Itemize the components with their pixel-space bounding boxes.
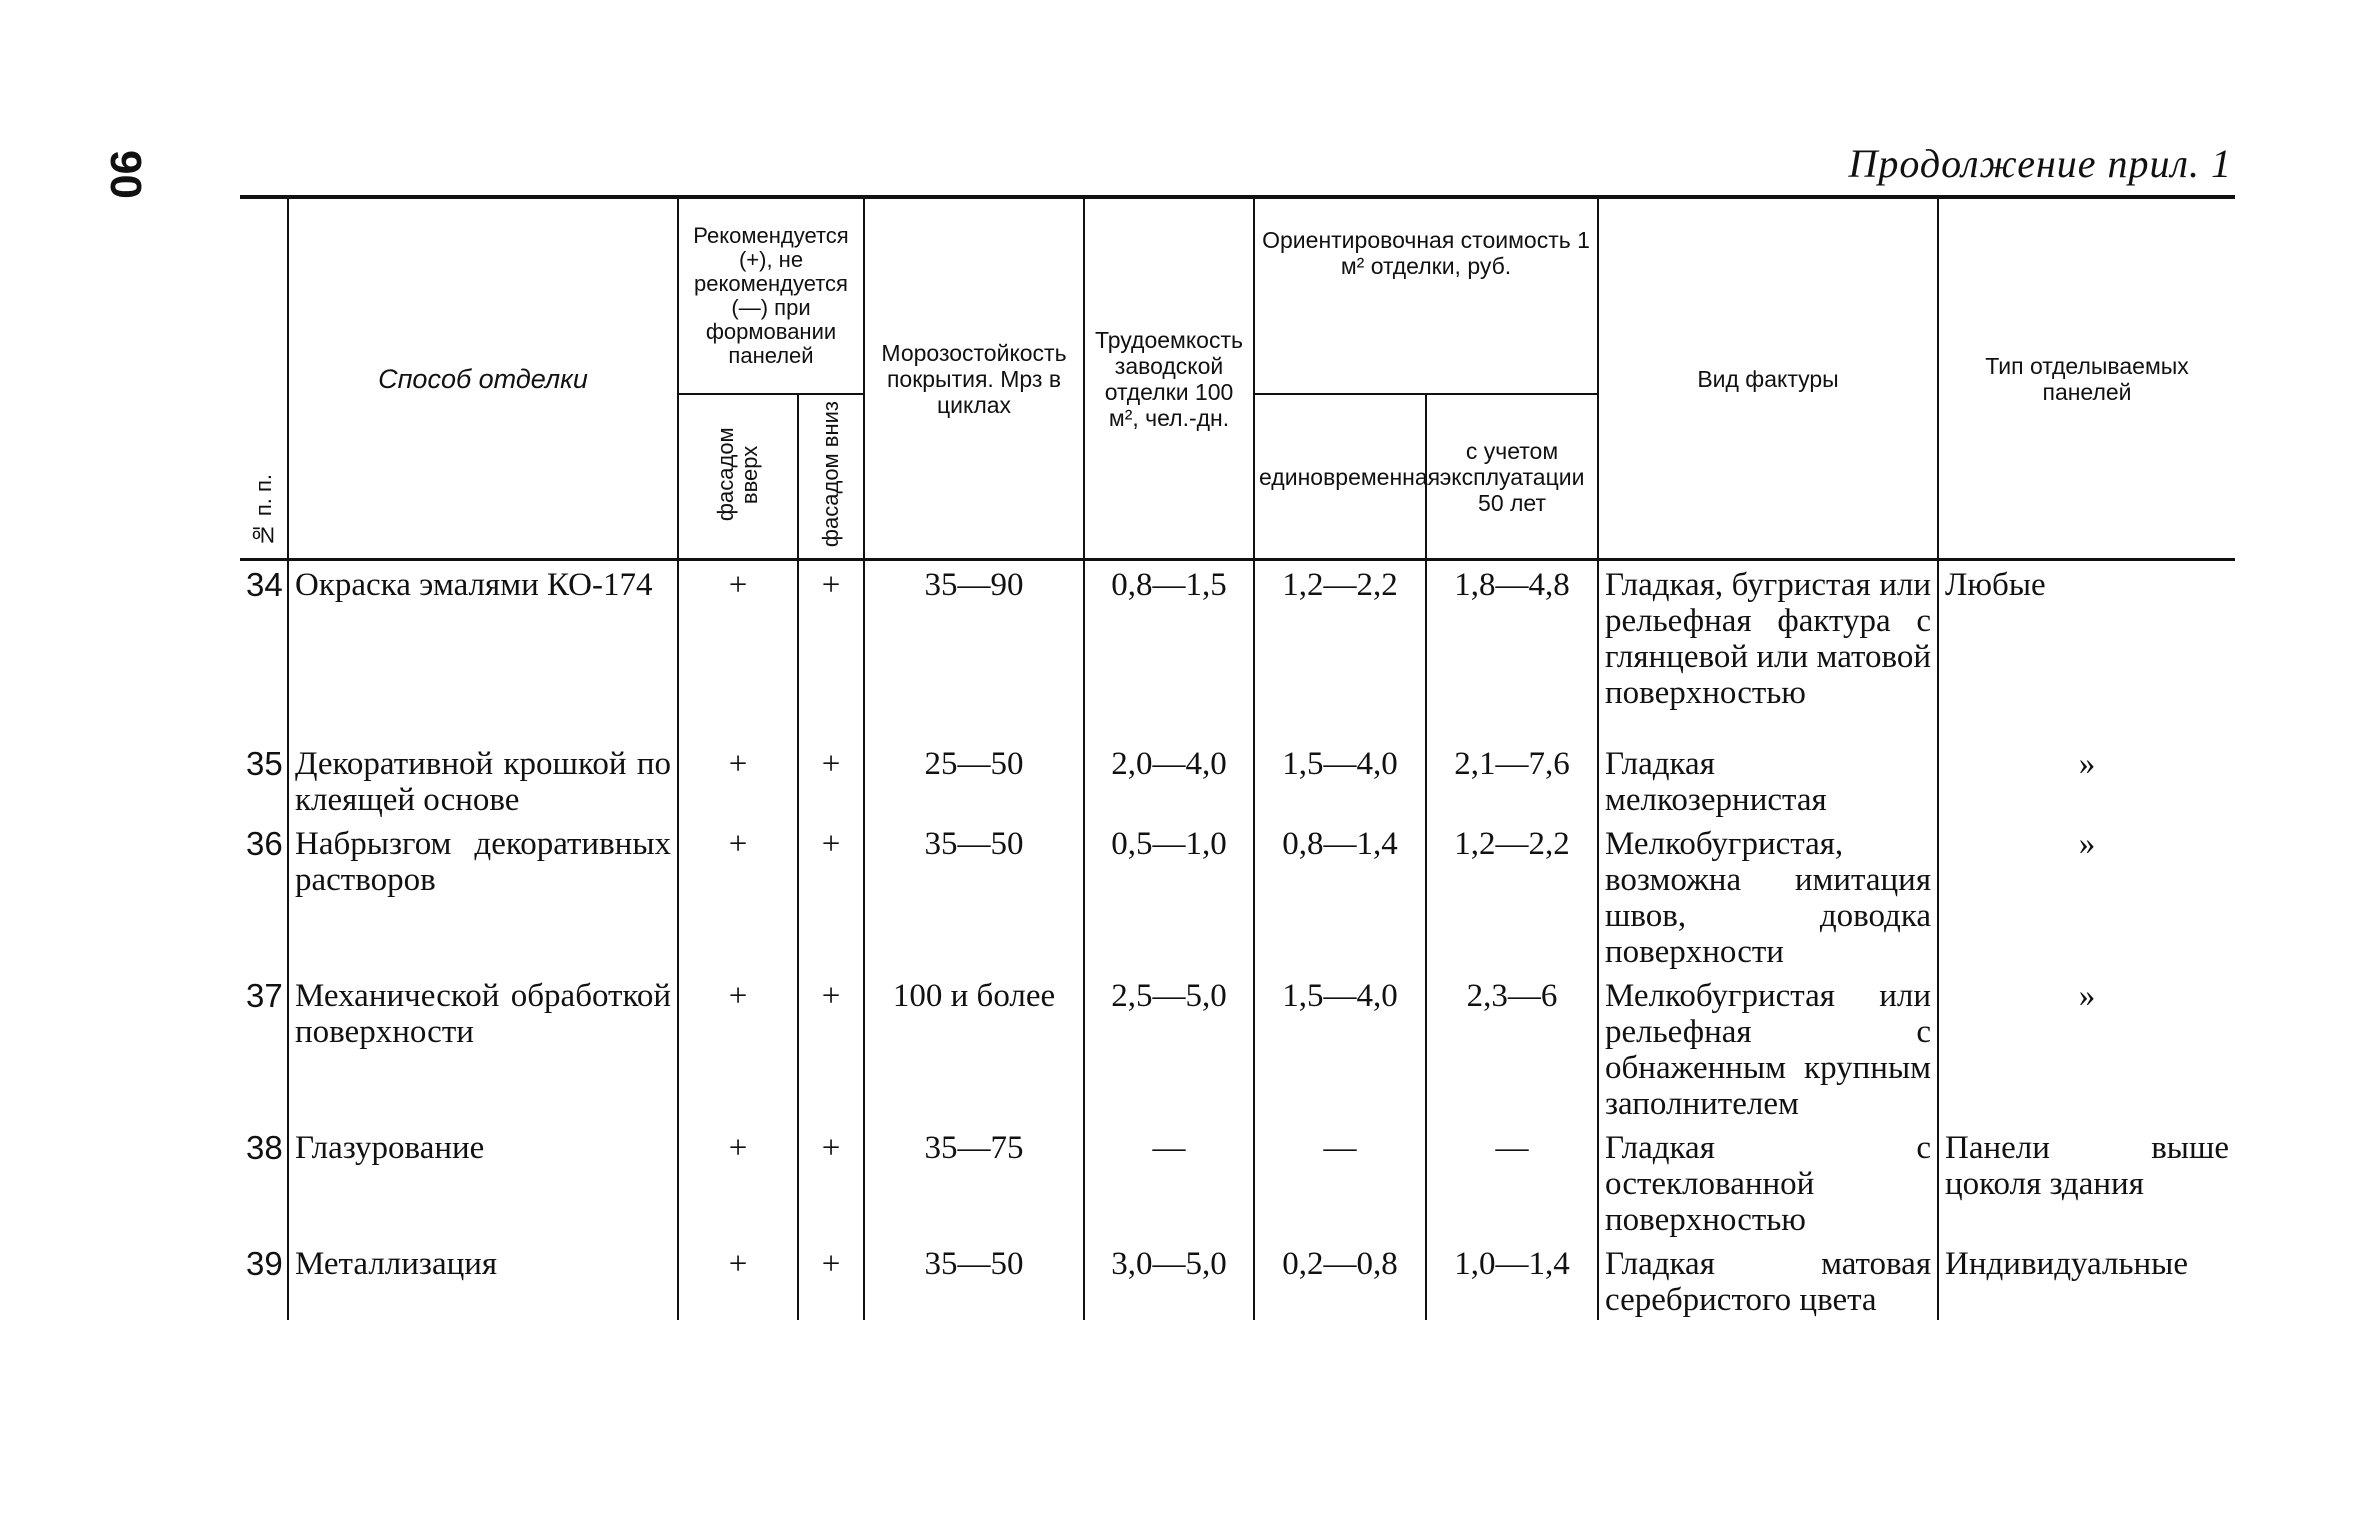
row-up: + xyxy=(678,1240,798,1320)
row-down: + xyxy=(798,1240,864,1320)
continuation-caption: Продолжение прил. 1 xyxy=(1848,141,2232,186)
finishing-methods-table xyxy=(240,199,2235,1320)
row-cost-once: 0,2—0,8 xyxy=(1254,1240,1426,1320)
header-recommended: Рекомендуется (+), не рекомендуется (—) при формовании панелей xyxy=(678,199,864,394)
row-cost-once: 1,5—4,0 xyxy=(1254,740,1426,820)
table-header xyxy=(240,199,2235,560)
row-up: + xyxy=(678,740,798,820)
row-up: + xyxy=(678,972,798,1124)
header-labor: Трудоемкость заводской отделки 100 м², чел.-дн. xyxy=(1084,199,1254,560)
row-cost-once: 1,2—2,2 xyxy=(1254,560,1426,740)
table-body xyxy=(240,560,2235,1320)
row-texture: Мелкобугристая или рельефная с обнаженным крупным заполнителем xyxy=(1598,972,1938,1124)
row-labor: 2,0—4,0 xyxy=(1084,740,1254,820)
row-down: + xyxy=(798,1124,864,1240)
row-panel: Любые xyxy=(1938,560,2235,740)
row-num: 36 xyxy=(246,824,283,862)
header-facade-down: фасадом вниз xyxy=(798,394,864,560)
table-row xyxy=(240,560,2235,740)
row-method: Декоративной крошкой по клеящей основе xyxy=(288,740,678,820)
row-texture: Гладкая мелкозернистая xyxy=(1598,740,1938,820)
row-labor: 0,8—1,5 xyxy=(1084,560,1254,740)
row-frost: 35—75 xyxy=(864,1124,1084,1240)
header-facade-up: фасадом вверх xyxy=(678,394,798,560)
row-panel: Индивидуальные xyxy=(1938,1240,2235,1320)
table-row xyxy=(240,1240,2235,1320)
row-labor: 3,0—5,0 xyxy=(1084,1240,1254,1320)
row-cost-50: 2,1—7,6 xyxy=(1426,740,1598,820)
table-row xyxy=(240,1124,2235,1240)
row-frost: 35—50 xyxy=(864,1240,1084,1320)
header-method: Способ отделки xyxy=(288,199,678,560)
row-cost-once: — xyxy=(1254,1124,1426,1240)
row-down: + xyxy=(798,820,864,972)
row-panel: » xyxy=(1938,820,2235,972)
row-panel: » xyxy=(1938,972,2235,1124)
row-method: Окраска эмалями КО-174 xyxy=(288,560,678,740)
row-method: Набрызгом декоративных растворов xyxy=(288,820,678,972)
header-cost-50: с учетом эксплуатации 50 лет xyxy=(1426,394,1598,560)
table-row xyxy=(240,740,2235,820)
row-num: 34 xyxy=(246,566,283,604)
row-texture: Гладкая с остеклованной поверхностью xyxy=(1598,1124,1938,1240)
row-method: Глазурование xyxy=(288,1124,678,1240)
row-cost-once: 1,5—4,0 xyxy=(1254,972,1426,1124)
row-num: 39 xyxy=(246,1244,283,1282)
row-cost-once: 0,8—1,4 xyxy=(1254,820,1426,972)
table-row xyxy=(240,972,2235,1124)
row-labor: — xyxy=(1084,1124,1254,1240)
row-frost: 35—90 xyxy=(864,560,1084,740)
row-frost: 35—50 xyxy=(864,820,1084,972)
row-up: + xyxy=(678,1124,798,1240)
row-panel: » xyxy=(1938,740,2235,820)
row-num: 35 xyxy=(246,744,283,782)
row-cost-50: 2,3—6 xyxy=(1426,972,1598,1124)
row-labor: 2,5—5,0 xyxy=(1084,972,1254,1124)
row-num: 38 xyxy=(246,1128,283,1166)
header-cost-once: единовременная xyxy=(1254,394,1426,560)
row-method: Механической обработкой поверхности xyxy=(288,972,678,1124)
row-down: + xyxy=(798,740,864,820)
row-cost-50: 1,8—4,8 xyxy=(1426,560,1598,740)
row-up: + xyxy=(678,560,798,740)
header-cost: Ориентировочная стоимость 1 м² отделки, руб. xyxy=(1254,199,1598,394)
page-number: 90 xyxy=(101,150,150,199)
row-labor: 0,5—1,0 xyxy=(1084,820,1254,972)
header-frost: Морозостойкость покрытия. Мрз в циклах xyxy=(864,199,1084,560)
row-cost-50: 1,0—1,4 xyxy=(1426,1240,1598,1320)
row-down: + xyxy=(798,972,864,1124)
row-texture: Гладкая матовая серебристого цвета xyxy=(1598,1240,1938,1320)
row-texture: Мелкобугристая, возможна имитация швов, доводка поверхности xyxy=(1598,820,1938,972)
row-num: 37 xyxy=(246,976,283,1014)
header-texture: Вид фактуры xyxy=(1598,199,1938,560)
finishing-table-wrap xyxy=(240,195,2235,1320)
row-texture: Гладкая, бугристая или рельефная фактура с глянцевой или матовой поверхностью xyxy=(1598,560,1938,740)
row-cost-50: 1,2—2,2 xyxy=(1426,820,1598,972)
row-up: + xyxy=(678,820,798,972)
row-panel: Панели выше цоколя здания xyxy=(1938,1124,2235,1240)
table-row xyxy=(240,820,2235,972)
header-num: № п. п. xyxy=(250,473,276,548)
header-panel-type: Тип отделываемых панелей xyxy=(1938,199,2235,560)
row-cost-50: — xyxy=(1426,1124,1598,1240)
row-method: Металлизация xyxy=(288,1240,678,1320)
row-frost: 100 и более xyxy=(864,972,1084,1124)
row-frost: 25—50 xyxy=(864,740,1084,820)
row-down: + xyxy=(798,560,864,740)
